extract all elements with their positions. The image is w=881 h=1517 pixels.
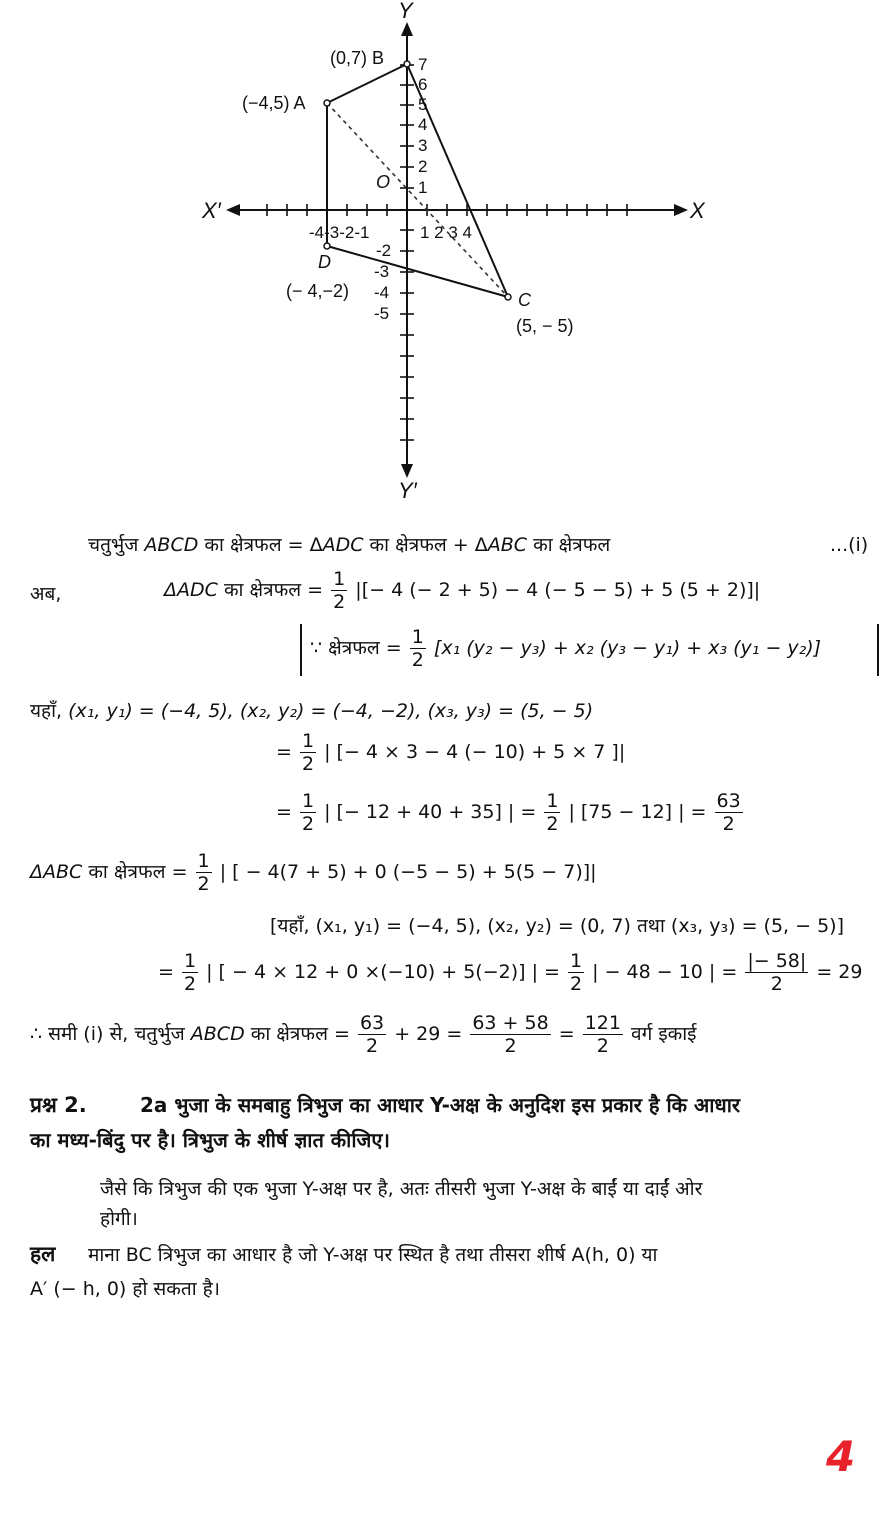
fraction-63-plus-58: $\frac{63 + 58}{2}$ — [472, 1012, 549, 1057]
fraction-121-2: $\frac{121}{2}$ — [584, 1012, 621, 1057]
equation-line-1: चतुर्भुज ABCD का क्षेत्रफल = ΔADC का क्षेत्रफल + ΔABC का क्षेत्रफल — [88, 534, 611, 556]
equation-line-9: = $\frac{1}{2}$ | [ − 4 × 12 + 0 ×(−10) + 5(−2)] | = $\frac{1}{2}$ | − 48 − 10 | = $\frac{|- 58|}{2}$ = 29 — [158, 950, 863, 995]
equation-line-4: यहाँ, (x₁, y₁) = (−4, 5), (x₂, y₂) = (−4, −2), (x₃, y₃) = (5, − 5) — [30, 700, 594, 722]
axis-label-x: X — [690, 198, 705, 223]
x-tick-labels-negative: -4-3-2-1 — [309, 223, 370, 242]
question-2-label: प्रश्न 2. — [30, 1093, 87, 1117]
fraction-half: $\frac{1}{2}$ — [183, 950, 197, 995]
equation-ref-i: ...(i) — [830, 534, 869, 556]
x-axis-arrow-left — [226, 204, 240, 216]
y-tick-label: 6 — [418, 75, 428, 94]
side-ab — [327, 64, 407, 103]
y-tick-label: -5 — [374, 304, 390, 323]
y-tick-label: -2 — [376, 241, 392, 260]
axis-label-x-prime: X′ — [202, 198, 221, 223]
y-tick-label: 3 — [418, 136, 428, 155]
point-c-name: C — [518, 290, 531, 310]
x-tick-labels-positive: 1 2 3 4 — [420, 223, 472, 242]
y-tick-label: 4 — [418, 115, 428, 134]
hint-line-2: होगी। — [100, 1208, 138, 1230]
question-2-line-1: 2a भुजा के समबाहु त्रिभुज का आधार Y-अक्ष के अनुदिश इस प्रकार है कि आधार — [140, 1093, 741, 1117]
area-formula: ∵ क्षेत्रफल = $\frac{1}{2}$ [x₁ (y₂ − y₃) + x₂ (y₃ − y₁) + x₃ (y₁ − y₂)] — [310, 626, 822, 671]
fraction-half: $\frac{1}{2}$ — [301, 730, 315, 775]
question-2-line-2: का मध्य-बिंदु पर है। त्रिभुज के शीर्ष ज्ञात कीजिए। — [30, 1128, 391, 1152]
point-d-coords: (− 4,−2) — [286, 281, 350, 301]
y-tick-label: 5 — [418, 95, 428, 114]
point-c-coords: (5, − 5) — [516, 316, 574, 336]
answer-line-2: A′ (− h, 0) हो सकता है। — [30, 1278, 220, 1300]
axis-label-y-prime: Y′ — [398, 478, 417, 503]
answer-line-1: माना BC त्रिभुज का आधार है जो Y-अक्ष पर स्थित है तथा तीसरा शीर्ष A(h, 0) या — [88, 1244, 658, 1266]
y-axis-arrow-bottom — [401, 464, 413, 478]
y-tick-label: -4 — [374, 283, 390, 302]
origin-label: O — [376, 172, 391, 192]
equation-line-2: ΔADC का क्षेत्रफल = $\frac{1}{2}$ |[− 4 (− 2 + 5) − 4 (− 5 − 5) + 5 (5 + 2)]| — [164, 568, 761, 613]
fraction-63-2: $\frac{63}{2}$ — [359, 1012, 385, 1057]
y-tick-label: 2 — [418, 157, 428, 176]
fraction-half: $\frac{1}{2}$ — [197, 850, 210, 895]
y-tick-label: 7 — [418, 55, 428, 74]
fraction-half: $\frac{1}{2}$ — [411, 626, 424, 671]
point-b-label: (0,7) B — [330, 48, 385, 68]
y-tick-label: 1 — [418, 178, 428, 197]
point-a-label: (−4,5) A — [242, 93, 306, 113]
side-cd — [327, 246, 508, 297]
fraction-half: $\frac{1}{2}$ — [333, 568, 346, 613]
equation-line-7: ΔABC का क्षेत्रफल = $\frac{1}{2}$ | [ − 4(7 + 5) + 0 (−5 − 5) + 5(5 − 7)]| — [30, 850, 597, 895]
equation-line-8: [यहाँ, (x₁, y₁) = (−4, 5), (x₂, y₂) = (0, 7) तथा (x₃, y₃) = (5, − 5)] — [270, 915, 844, 937]
coordinate-graph — [0, 0, 881, 505]
fraction-63-2: $\frac{63}{2}$ — [716, 790, 741, 835]
fraction-half: $\frac{1}{2}$ — [301, 790, 315, 835]
equation-line-5: = $\frac{1}{2}$ | [− 4 × 3 − 4 (− 10) + 5 × 7 ]| — [276, 730, 626, 775]
fraction-half: $\frac{1}{2}$ — [569, 950, 583, 995]
fraction-half: $\frac{1}{2}$ — [546, 790, 559, 835]
hint-line-1: जैसे कि त्रिभुज की एक भुजा Y-अक्ष पर है, अतः तीसरी भुजा Y-अक्ष के बाईं या दाईं ओर — [100, 1178, 703, 1200]
equation-line-6: = $\frac{1}{2}$ | [− 12 + 40 + 35] | = $\frac{1}{2}$ | [75 − 12] | = $\frac{63}{2}$ — [276, 790, 741, 835]
equation-line-10: ∴ समी (i) से, चतुर्भुज ABCD का क्षेत्रफल = $\frac{63}{2}$ + 29 = $\frac{63 + 58}{2}$ = $\frac{121}{2}$ वर्ग इकाई — [30, 1012, 697, 1057]
y-axis-arrow-top — [401, 22, 413, 36]
point-d-name: D — [318, 252, 331, 272]
fraction-58-2: $\frac{|- 58|}{2}$ — [747, 950, 807, 995]
x-axis-arrow-right — [674, 204, 688, 216]
page-mark: 4 — [826, 1432, 856, 1481]
y-tick-label: -3 — [374, 262, 390, 281]
now-label: अब, — [30, 583, 62, 605]
answer-label: हल — [30, 1242, 56, 1266]
axis-label-y: Y — [398, 0, 413, 23]
